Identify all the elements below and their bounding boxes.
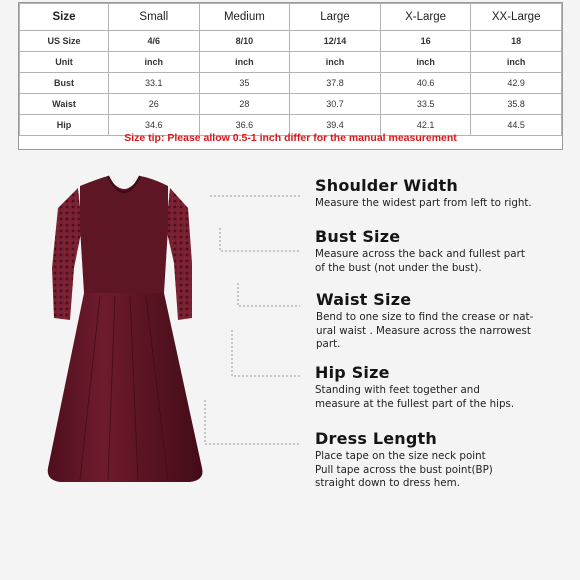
row-label: Hip [20,115,109,136]
section-description: Place tape on the size neck point Pull tape across the bust point(BP) straight down to dress hem. [315,450,493,489]
table-cell: 16 [380,31,471,52]
right-sleeve [166,188,192,320]
table-row-us-size [20,31,562,52]
table-header-row [20,4,562,31]
dress-length-section [315,429,565,491]
table-cell: 4/6 [109,31,200,52]
table-cell: 30.7 [290,94,381,115]
table-cell: 35.8 [471,94,562,115]
table-cell: 37.8 [290,73,381,94]
table-cell: 34.6 [109,115,200,136]
table-cell: 28 [199,94,290,115]
header-cell-xx-large: XX-Large [471,4,562,31]
table-cell: 40.6 [380,73,471,94]
table-cell: 12/14 [290,31,381,52]
dress-illustration [40,168,210,578]
header-cell-large: Large [290,4,381,31]
table-cell: inch [290,52,381,73]
section-description: Measure the widest part from left to right. [315,197,532,209]
size-chart-table [18,2,563,150]
table-cell: 36.6 [199,115,290,136]
row-label: Unit [20,52,109,73]
size-tip: Size tip: Please allow 0.5-1 inch differ for the manual measurement [124,132,457,144]
section-title: Dress Length [315,429,437,448]
header-cell-x-large: X-Large [380,4,471,31]
table-cell: 39.4 [290,115,381,136]
section-title: Shoulder Width [315,176,458,195]
bodice [80,176,168,293]
shoulder-width-section [315,176,565,211]
skirt [48,293,203,482]
header-cell-size: Size [20,4,109,31]
section-title: Waist Size [316,290,412,309]
section-description: Measure across the back and fullest part of the bust (not under the bust). [315,248,525,274]
header-cell-small: Small [109,4,200,31]
table-cell: inch [109,52,200,73]
table-cell: inch [199,52,290,73]
size-table [19,3,562,136]
table-cell: 42.9 [471,73,562,94]
waist-size-section [316,290,566,352]
table-row-unit [20,52,562,73]
header-cell-medium: Medium [199,4,290,31]
row-label: US Size [20,31,109,52]
table-cell: 44.5 [471,115,562,136]
table-cell: 42.1 [380,115,471,136]
section-title: Bust Size [315,227,401,246]
section-title: Hip Size [315,363,390,382]
row-label: Bust [20,73,109,94]
table-cell: 26 [109,94,200,115]
table-cell: 33.5 [380,94,471,115]
table-row-waist [20,94,562,115]
table-cell: inch [471,52,562,73]
table-cell: 35 [199,73,290,94]
section-description: Standing with feet together and measure at the fullest part of the hips. [315,384,515,410]
table-row-bust [20,73,562,94]
hip-size-section [315,363,565,411]
row-label: Waist [20,94,109,115]
table-cell: inch [380,52,471,73]
table-cell: 33.1 [109,73,200,94]
section-description: Bend to one size to find the crease or nat- ural waist . Measure across the narrowest part. [316,311,534,350]
table-cell: 8/10 [199,31,290,52]
left-sleeve [52,188,82,320]
table-cell: 18 [471,31,562,52]
bust-size-section [315,227,565,275]
